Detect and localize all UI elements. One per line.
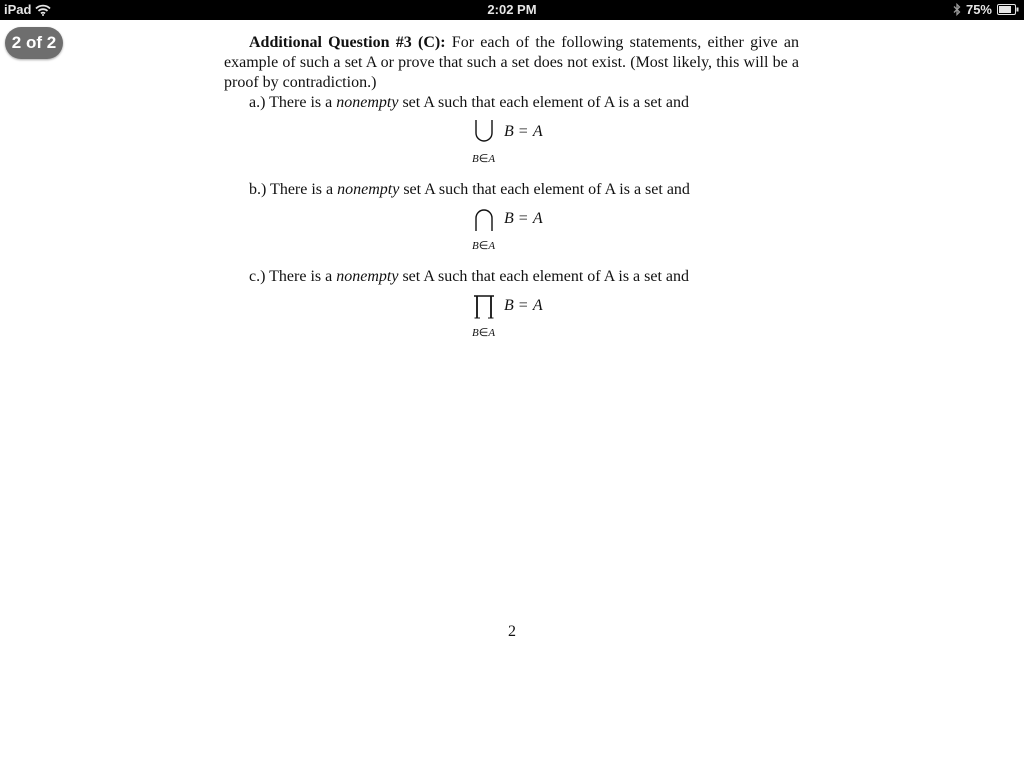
question-heading: Additional Question #3 (C): xyxy=(249,34,446,51)
big-union-symbol xyxy=(473,119,495,145)
item-label: c.) xyxy=(249,268,266,285)
formula-expression xyxy=(504,122,543,142)
item-text: There is a xyxy=(265,94,337,111)
subscript-var: B xyxy=(472,153,479,165)
formula-rhs: A xyxy=(532,210,543,227)
formula-rhs: A xyxy=(532,297,543,314)
question-intro-text: For each of the following statements, either give an example of such a set A or prove that such a set does not exist. (Most likely, this will be a proof by contradiction.) xyxy=(224,34,800,91)
formula-subscript xyxy=(472,323,495,343)
formula-lhs: B xyxy=(504,210,514,227)
bluetooth-icon xyxy=(953,3,961,16)
item-text: There is a xyxy=(266,181,338,198)
formula-lhs: B xyxy=(504,123,514,140)
item-text: set A such that each element of A is a set and xyxy=(398,268,690,285)
subscript-var: B xyxy=(472,240,479,252)
formula-rhs: A xyxy=(532,123,543,140)
question-intro xyxy=(224,33,799,93)
formula-lhs: B xyxy=(504,297,514,314)
subscript-var: B xyxy=(472,327,479,339)
formula-equals: = xyxy=(518,123,528,140)
item-text: set A such that each element of A is a set and xyxy=(398,94,690,111)
page-indicator-badge: 2 of 2 xyxy=(5,27,63,59)
list-item xyxy=(224,180,799,200)
subscript-in: ∈ xyxy=(478,327,489,339)
subscript-set: A xyxy=(488,240,496,252)
item-text: set A such that each element of A is a set and xyxy=(399,181,690,198)
battery-percent: 75% xyxy=(965,2,992,17)
formula-expression xyxy=(504,296,543,316)
list-item xyxy=(224,267,799,287)
subscript-in: ∈ xyxy=(478,240,489,252)
formula-equals: = xyxy=(518,297,528,314)
status-time: 2:02 PM xyxy=(487,2,537,17)
list-item xyxy=(224,93,799,113)
subscript-in: ∈ xyxy=(478,153,489,165)
formula-product xyxy=(224,287,799,354)
status-bar xyxy=(0,0,1024,20)
formula-subscript xyxy=(472,236,495,256)
formula-subscript xyxy=(472,149,495,169)
big-product-symbol xyxy=(473,293,495,319)
page-number: 2 xyxy=(508,623,516,640)
item-text: There is a xyxy=(265,268,337,285)
battery-icon xyxy=(997,4,1019,15)
document-page xyxy=(224,33,799,354)
item-label: b.) xyxy=(249,181,267,198)
formula-equals: = xyxy=(518,210,528,227)
formula-expression xyxy=(504,209,543,229)
item-emphasis: nonempty xyxy=(336,268,399,285)
item-emphasis: nonempty xyxy=(336,94,399,111)
item-emphasis: nonempty xyxy=(337,181,400,198)
formula-intersection xyxy=(224,200,799,267)
subscript-set: A xyxy=(488,153,496,165)
status-right xyxy=(953,2,1019,17)
device-name: iPad xyxy=(4,2,32,17)
item-label: a.) xyxy=(249,94,266,111)
subscript-set: A xyxy=(488,327,496,339)
big-intersection-symbol xyxy=(473,206,495,232)
formula-union xyxy=(224,113,799,180)
